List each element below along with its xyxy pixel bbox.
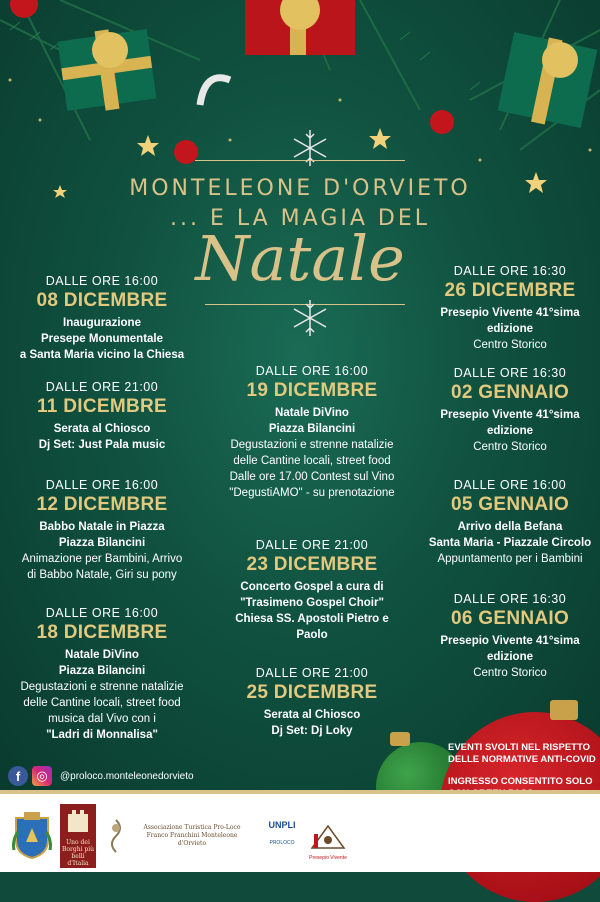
- event-date: 19 DICEMBRE: [246, 380, 378, 401]
- event-time: DALLE ORE 21:00: [255, 666, 369, 680]
- event-line: Centro Storico: [473, 441, 547, 453]
- event-line: Dj Set: Dj Loky: [271, 725, 353, 737]
- christmas-decoration: [0, 0, 600, 200]
- event-time: DALLE ORE 16:00: [45, 274, 159, 288]
- event-line: Concerto Gospel a cura di: [240, 581, 384, 593]
- event-line: Babbo Natale in Piazza: [39, 521, 165, 533]
- title-line-2: ... E LA MAGIA DEL: [170, 206, 430, 231]
- event-line: di Babbo Natale, Giri su pony: [27, 569, 177, 581]
- top-rule: [195, 160, 405, 161]
- event-26-dicembre: [420, 264, 600, 353]
- event-line: Appuntamento per i Bambini: [437, 553, 583, 565]
- event-line: Presepe Monumentale: [40, 333, 164, 345]
- event-line: Chiesa SS. Apostoli Pietro e: [235, 613, 389, 625]
- unpli-text: UNPLI: [268, 820, 296, 830]
- event-line: Paolo: [296, 629, 328, 641]
- event-line: Piazza Bilancini: [58, 665, 146, 677]
- event-date: 26 DICEMBRE: [444, 280, 576, 301]
- presepe-logo: [306, 820, 350, 861]
- event-time: DALLE ORE 16:00: [45, 606, 159, 620]
- event-line: Centro Storico: [473, 667, 547, 679]
- event-line: edizione: [486, 425, 533, 437]
- bauble-cap: [390, 732, 410, 746]
- event-time: DALLE ORE 21:00: [45, 380, 159, 394]
- proloco-emblem-icon: [104, 818, 128, 854]
- event-line: delle Cantine locali, street food: [23, 697, 181, 709]
- social-handle[interactable]: @proloco.monteleonedorvieto: [60, 770, 194, 782]
- event-date: 02 GENNAIO: [450, 382, 570, 403]
- event-line: Presepio Vivente 41°sima: [440, 635, 580, 647]
- event-time: DALLE ORE 16:00: [255, 364, 369, 378]
- event-date: 08 DICEMBRE: [36, 290, 168, 311]
- unpli-logo: [262, 820, 302, 846]
- event-time: DALLE ORE 21:00: [255, 538, 369, 552]
- presepe-text: Presepio Vivente: [309, 855, 347, 861]
- unpli-sub: PROLOCO: [269, 840, 295, 846]
- event-date: 05 GENNAIO: [450, 494, 570, 515]
- event-line: Dj Set: Just Pala music: [38, 439, 166, 451]
- facebook-icon[interactable]: f: [8, 766, 28, 786]
- footer-logos: [0, 790, 600, 872]
- event-25-dicembre: [210, 666, 414, 739]
- event-line: Centro Storico: [473, 339, 547, 351]
- castle-icon: [60, 804, 96, 834]
- event-line: Dalle ore 17.00 Contest sul Vino: [229, 471, 395, 483]
- proloco-text: Associazione Turistica Pro-Loco Franco Franchini Monteleone d'Orvieto: [143, 824, 241, 847]
- event-line: Serata al Chiosco: [53, 423, 151, 435]
- event-line: Presepio Vivente 41°sima: [440, 409, 580, 421]
- event-date: 11 DICEMBRE: [36, 396, 167, 417]
- event-19-dicembre: [210, 364, 414, 501]
- bauble-cap: [550, 700, 578, 720]
- nativity-icon: [308, 820, 348, 850]
- instagram-icon[interactable]: ◎: [32, 766, 52, 786]
- event-23-dicembre: [210, 538, 414, 643]
- event-line: musica dal Vivo con i: [48, 713, 156, 725]
- social-bar: [8, 766, 194, 786]
- event-line: Natale DiVino: [65, 649, 139, 661]
- event-time: DALLE ORE 16:30: [453, 264, 567, 278]
- event-line: Presepio Vivente 41°sima: [440, 307, 580, 319]
- event-line: edizione: [486, 651, 533, 663]
- event-date: 18 DICEMBRE: [36, 622, 168, 643]
- footer-rule: [0, 790, 600, 794]
- title-script: Natale: [195, 222, 405, 295]
- event-06-gennaio: [420, 592, 600, 681]
- event-11-dicembre: [4, 380, 200, 453]
- title-line-1: MONTELEONE D'ORVIETO: [129, 176, 471, 201]
- event-time: DALLE ORE 16:00: [453, 478, 567, 492]
- borghi-text: Uno dei Borghi più belli d'Italia: [61, 839, 95, 867]
- event-line: Degustazioni e strenne natalizie: [230, 439, 394, 451]
- event-line: "Ladri di Monnalisa": [46, 729, 158, 741]
- event-line: Natale DiVino: [275, 407, 349, 419]
- coat-of-arms-icon: [12, 810, 52, 860]
- event-time: DALLE ORE 16:30: [453, 366, 567, 380]
- event-line: Degustazioni e strenne natalizie: [20, 681, 184, 693]
- event-line: Inaugurazione: [63, 317, 141, 329]
- event-line: delle Cantine locali, street food: [233, 455, 391, 467]
- snowflake-icon: [270, 298, 350, 338]
- notice-line: EVENTI SVOLTI NEL RISPETTO DELLE NORMATIVE ANTI-COVID: [448, 742, 596, 765]
- event-12-dicembre: [4, 478, 200, 583]
- event-line: "DegustiAMO" - su prenotazione: [229, 487, 395, 499]
- event-line: Animazione per Bambini, Arrivo: [21, 553, 183, 565]
- event-line: Arrivo della Befana: [457, 521, 563, 533]
- event-08-dicembre: [4, 274, 200, 363]
- notice-line: INGRESSO CONSENTITO SOLO: [448, 776, 593, 787]
- event-date: 06 GENNAIO: [450, 608, 570, 629]
- event-line: Serata al Chiosco: [263, 709, 361, 721]
- event-date: 25 DICEMBRE: [246, 682, 378, 703]
- event-date: 12 DICEMBRE: [36, 494, 168, 515]
- event-date: 23 DICEMBRE: [246, 554, 378, 575]
- event-02-gennaio: [420, 366, 600, 455]
- snowflake-icon: [270, 128, 350, 168]
- event-18-dicembre: [4, 606, 200, 743]
- event-line: edizione: [486, 323, 533, 335]
- event-time: DALLE ORE 16:30: [453, 592, 567, 606]
- event-line: Piazza Bilancini: [58, 537, 146, 549]
- borghi-logo: [60, 804, 96, 868]
- event-line: Piazza Bilancini: [268, 423, 356, 435]
- event-line: a Santa Maria vicino la Chiesa: [19, 349, 185, 361]
- event-line: Santa Maria - Piazzale Circolo: [428, 537, 592, 549]
- event-time: DALLE ORE 16:00: [45, 478, 159, 492]
- event-line: "Trasimeno Gospel Choir": [240, 597, 384, 609]
- event-05-gennaio: [420, 478, 600, 567]
